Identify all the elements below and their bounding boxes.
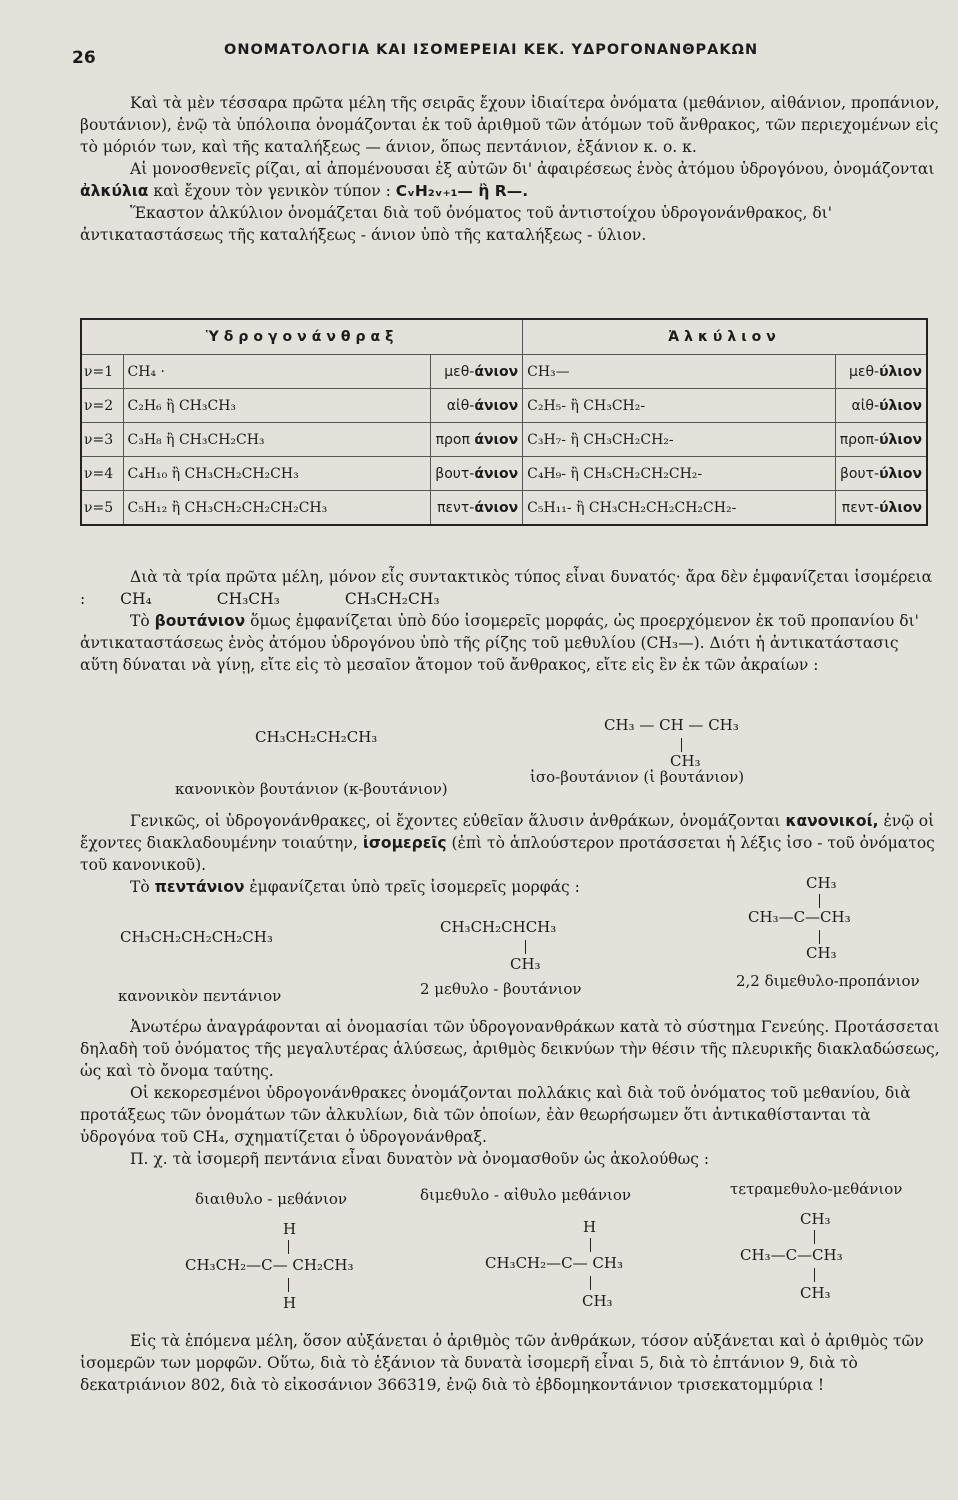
alkyl-definition-text-2: καὶ ἔχουν τὸν γενικὸν τύπον : (153, 182, 391, 200)
methylbutane-main-chain: CH₃CH₂CHCH₃ (440, 918, 557, 936)
page-number: 26 (72, 48, 96, 68)
hydrocarbon-name: πεντ-άνιον (431, 491, 523, 526)
neopentane-bottom-bond (819, 930, 820, 944)
diethylmethane-bottom-bond (288, 1278, 289, 1292)
alkyl-name: προπ-ύλιον (835, 423, 927, 457)
neopentane-bottom: CH₃ (806, 944, 837, 962)
hydrocarbon-formula: C₃H₈ ἢ CH₃CH₂CH₃ (123, 423, 431, 457)
alkyl-name: μεθ-ύλιον (835, 355, 927, 389)
running-title: ΟΝΟΜΑΤΟΛΟΓΙΑ ΚΑΙ ΙΣΟΜΕΡΕΙΑΙ ΚΕΚ. ΥΔΡΟΓΟΝΑΝΘΡΑΚΩΝ (224, 42, 759, 58)
carbon-count: ν=5 (81, 491, 123, 526)
hydrocarbon-name: μεθ-άνιον (431, 355, 523, 389)
alkyl-name: αἰθ-ύλιον (835, 389, 927, 423)
alkyl-name: βουτ-ύλιον (835, 457, 927, 491)
tetramethylmethane-top-bond (814, 1230, 815, 1244)
n-pentane-caption: κανονικὸν πεντάνιον (118, 987, 282, 1005)
neopentane-top-bond (819, 894, 820, 908)
isobutane-caption: ἰσο-βουτάνιον (ἰ βουτάνιον) (530, 768, 745, 786)
isomers-term: ἰσομερεῖς (362, 834, 447, 852)
tetramethylmethane-top: CH₃ (800, 1210, 831, 1228)
hydrocarbon-formula: C₄H₁₀ ἢ CH₃CH₂CH₂CH₃ (123, 457, 431, 491)
isobutane-bond (681, 738, 682, 752)
propane-formula: CH₃CH₂CH₃ (344, 590, 440, 608)
neopentane-caption: 2,2 διμεθυλο-προπάνιον (736, 972, 920, 990)
diethylmethane-name: διαιθυλο - μεθάνιον (195, 1190, 348, 1208)
n-butane-caption: κανονικὸν βουτάνιον (κ-βουτάνιον) (175, 780, 448, 798)
geneva-paragraph-1: Ἀνωτέρω ἀναγράφονται αἱ ὀνομασίαι τῶν ὑδρογονανθράκων κατὰ τὸ σύστημα Γενεύης. Προτάσσεται δηλαδὴ τοῦ ὀνόματος τῆς μεγαλυτέρας ἁλύσεως, ἀριθμὸς δεικνύων τὴν θέσιν τῆς πλευρικῆς διακλαδώσεως, ὡς καὶ τὸ ὄνομα ταύτης. (80, 1018, 940, 1080)
diethylmethane-bottom: H (283, 1294, 297, 1312)
naming-paragraph: Γενικῶς, οἱ ὑδρογονάνθρακες, οἱ ἔχοντες εὐθεῖαν ἅλυσιν ἀνθράκων, ὀνομάζονται κανονικοί, ἐνῷ οἱ ἔχοντες διακλαδουμένην τοιαύτην, ἰσομερεῖς (ἐπὶ τὸ ἁπλούστερον προτάσσεται ἡ λέξις ἰσο - τοῦ ὀνόματος τοῦ κανονικοῦ). (80, 812, 935, 874)
hydrocarbon-name: βουτ-άνιον (431, 457, 523, 491)
alkyl-formula: C₂H₅- ἢ CH₃CH₂- (523, 389, 836, 423)
butane-term: βουτάνιον (154, 612, 246, 630)
carbon-count: ν=4 (81, 457, 123, 491)
alkyl-formula: C₅H₁₁- ἢ CH₃CH₂CH₂CH₂CH₂- (523, 491, 836, 526)
normal-term: κανονικοί, (785, 812, 879, 830)
carbon-count: ν=2 (81, 389, 123, 423)
table-row (81, 389, 927, 423)
dimethylethylmethane-top-bond (590, 1238, 591, 1252)
tetramethylmethane-bottom-bond (814, 1268, 815, 1282)
geneva-paragraph-2: Οἱ κεκορεσμένοι ὑδρογονάνθρακες ὀνομάζονται πολλάκις καὶ διὰ τοῦ ὀνόματος τοῦ μεθανίου, διὰ προτάξεως τῶν ὀνομάτων τῶν ἀλκυλίων, διὰ τῶν ὁποίων, ἐὰν θεωρήσωμεν ὅτι ἀντικαθίστανται τὰ ὑδρογόνα τοῦ CH₄, σχηματίζεται ὁ ὑδρογονάνθραξ. (80, 1084, 911, 1146)
methylbutane-bond (525, 940, 526, 954)
alkyl-definition-text: Αἱ μονοσθενεῖς ρίζαι, αἱ ἀπομένουσαι ἐξ αὐτῶν δι' ἀφαιρέσεως ἑνὸς ἀτόμου ὑδρογόνου, ὀνομάζονται (130, 160, 935, 178)
intro-paragraph-2 (80, 158, 940, 202)
alkyl-formula: CH₃— (523, 355, 836, 389)
methane-formula: CH₄ (120, 590, 152, 608)
alkyl-column-header: Ἀλκύλιον (523, 319, 927, 355)
alkyl-general-formula: CᵥH₂ᵥ₊₁— ἢ R—. (395, 182, 529, 200)
tetramethylmethane-main: CH₃—C—CH₃ (740, 1246, 843, 1264)
alkyl-term: ἀλκύλια (80, 182, 149, 200)
hydrocarbon-formula: C₅H₁₂ ἢ CH₃CH₂CH₂CH₂CH₃ (123, 491, 431, 526)
hydrocarbon-alkyl-table (80, 318, 928, 526)
table-row (81, 491, 927, 526)
isomerism-section (80, 566, 940, 676)
isomerism-paragraph-1: Διὰ τὰ τρία πρῶτα μέλη, μόνον εἷς συντακτικὸς τύπος εἶναι δυνατός· ἄρα δὲν ἐμφανίζεται ἰσομέρεια : CH₄ CH₃CH₃ CH₃CH₂CH₃ (80, 568, 933, 608)
carbon-count: ν=1 (81, 355, 123, 389)
hydrocarbon-formula: CH₄ · (123, 355, 431, 389)
dimethylethylmethane-bottom-bond (590, 1276, 591, 1290)
alkyl-formula: C₄H₉- ἢ CH₃CH₂CH₂CH₂- (523, 457, 836, 491)
closing-paragraph: Εἰς τὰ ἑπόμενα μέλη, ὅσον αὐξάνεται ὁ ἀριθμὸς τῶν ἀνθράκων, τόσον αὐξάνεται καὶ ὁ ἀριθμὸς τῶν ἰσομερῶν των μορφῶν. Οὕτω, διὰ τὸ ἑξάνιον τὰ δυνατὰ ἰσομερῆ εἶναι 5, διὰ τὸ ἑπτάνιον 9, διὰ τὸ δεκατριάνιον 802, διὰ τὸ εἰκοσάνιον 366319, ἐνῷ διὰ τὸ ἑβδομηκοντάνιον τρισεκατομμύρια ! (80, 1332, 924, 1394)
n-pentane-formula: CH₃CH₂CH₂CH₂CH₃ (120, 928, 273, 946)
methylbutane-branch: CH₃ (510, 955, 541, 973)
pentane-intro: Τὸ πεντάνιον ἐμφανίζεται ὑπὸ τρεῖς ἰσομερεῖς μορφάς : (130, 878, 580, 896)
table-row (81, 457, 927, 491)
isobutane-branch: CH₃ (670, 752, 701, 770)
tetramethylmethane-bottom: CH₃ (800, 1284, 831, 1302)
hydrocarbon-formula: C₂H₆ ἢ CH₃CH₃ (123, 389, 431, 423)
page-header (72, 40, 932, 74)
isobutane-main-chain: CH₃ — CH — CH₃ (604, 716, 739, 734)
alkyl-name: πεντ-ύλιον (835, 491, 927, 526)
dimethylethylmethane-bottom: CH₃ (582, 1292, 613, 1310)
diethylmethane-main: CH₃CH₂—C— CH₂CH₃ (185, 1256, 354, 1274)
ethane-formula: CH₃CH₃ (216, 590, 280, 608)
intro-section (80, 92, 940, 246)
carbon-count: ν=3 (81, 423, 123, 457)
hydrocarbon-name: αἰθ-άνιον (431, 389, 523, 423)
table-row (81, 423, 927, 457)
tetramethylmethane-name: τετραμεθυλο-μεθάνιον (730, 1180, 903, 1198)
geneva-paragraph-3: Π. χ. τὰ ἰσομερῆ πεντάνια εἶναι δυνατὸν νὰ ὀνομασθοῦν ὡς ἀκολούθως : (130, 1150, 710, 1168)
intro-paragraph-1: Καὶ τὰ μὲν τέσσαρα πρῶτα μέλη τῆς σειρᾶς ἔχουν ἰδιαίτερα ὀνόματα (μεθάνιον, αἰθάνιον, προπάνιον, βουτάνιον), ἐνῷ τὰ ὑπόλοιπα ὀνομάζονται ἐκ τοῦ ἀριθμοῦ τῶν ἀτόμων τοῦ ἄνθρακος, τῶν περιεχομένων εἰς τὸ μόριόν των, καὶ τῆς καταλήξεως — άνιον, ὅπως πεντάνιον, ἑξάνιον κ. ο. κ. (80, 94, 940, 156)
neopentane-top: CH₃ (806, 874, 837, 892)
isomerism-paragraph-2: Τὸ βουτάνιον ὅμως ἐμφανίζεται ὑπὸ δύο ἰσομερεῖς μορφάς, ὡς προερχόμενον ἐκ τοῦ προπανίου δι' ἀντικαταστάσεως ἑνὸς ἀτόμου ὑδρογόνου ὑπὸ τῆς ρίζης τοῦ μεθυλίου (CH₃—). Διότι ἡ ἀντικατάστασις αὕτη δύναται νὰ γίνῃ, εἴτε εἰς τὸ μεσαῖον ἄτομον τοῦ ἄνθρακος, εἴτε εἰς ἓν ἐκ τῶν ἀκραίων : (80, 612, 919, 674)
alkyl-formula: C₃H₇- ἢ CH₃CH₂CH₂- (523, 423, 836, 457)
hydrocarbon-name: προπ άνιον (431, 423, 523, 457)
dimethylethylmethane-main: CH₃CH₂—C— CH₃ (485, 1254, 623, 1272)
hydrocarbon-column-header: Ὑδρογονάνθραξ (81, 319, 523, 355)
n-butane-formula: CH₃CH₂CH₂CH₃ (255, 728, 378, 746)
dimethylethylmethane-name: διμεθυλο - αἰθυλο μεθάνιον (420, 1186, 632, 1204)
closing-section (80, 1330, 940, 1396)
diethylmethane-top-bond (288, 1240, 289, 1254)
pentane-term: πεντάνιον (154, 878, 245, 896)
geneva-section (80, 1016, 940, 1170)
dimethylethylmethane-top: H (583, 1218, 597, 1236)
methylbutane-caption: 2 μεθυλο - βουτάνιον (420, 980, 582, 998)
diethylmethane-top: H (283, 1220, 297, 1238)
table-row (81, 355, 927, 389)
neopentane-main-chain: CH₃—C—CH₃ (748, 908, 851, 926)
intro-paragraph-3: Ἕκαστον ἀλκύλιον ὀνομάζεται διὰ τοῦ ὀνόματος τοῦ ἀντιστοίχου ὑδρογονάνθρακος, δι' ἀντικαταστάσεως τῆς καταλήξεως - άνιον ὑπὸ τῆς καταλήξεως - ύλιον. (80, 204, 832, 244)
